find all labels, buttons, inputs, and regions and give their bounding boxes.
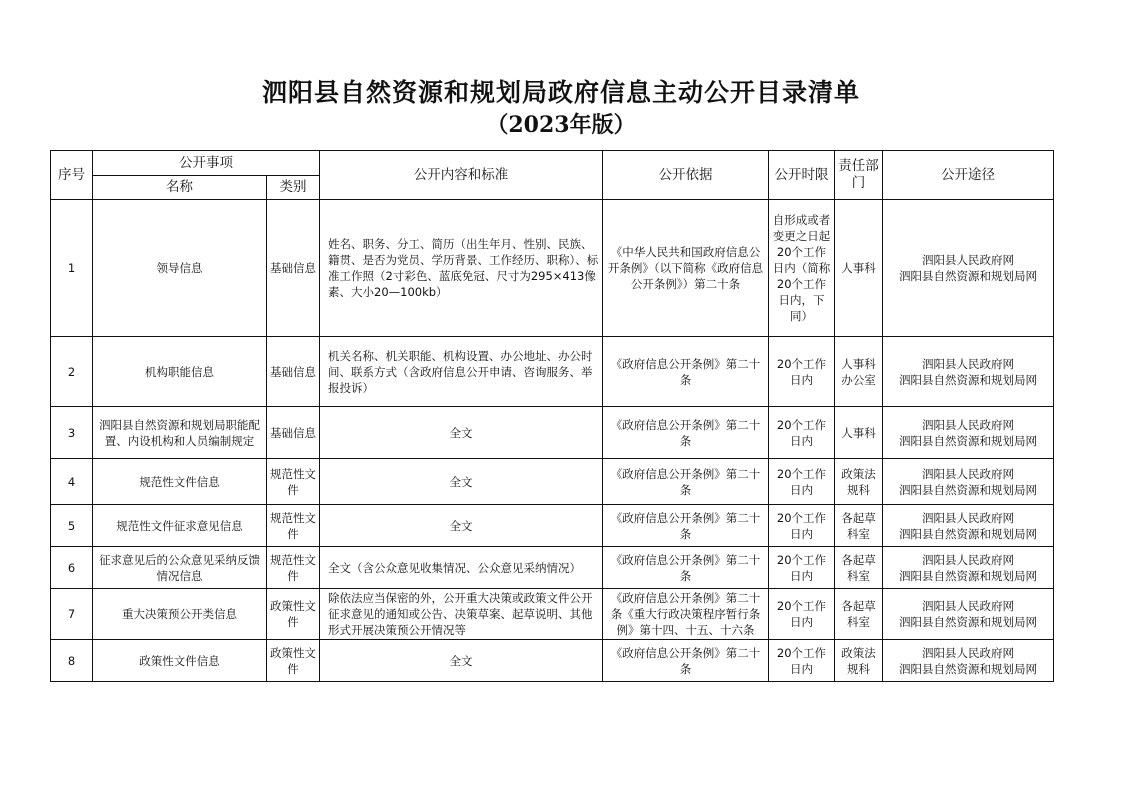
channel-line: 泗阳县自然资源和规划局网 (899, 568, 1037, 583)
cell-time-limit: 20个工作日内 (769, 547, 835, 589)
cell-channel (883, 589, 1054, 640)
cell-dept: 政策法规科 (835, 459, 883, 505)
table-body (51, 200, 1054, 682)
cell-time-limit: 20个工作日内 (769, 407, 835, 459)
cell-basis: 《政府信息公开条例》第二十条 (603, 640, 769, 682)
cell-name: 重大决策预公开类信息 (93, 589, 267, 640)
cell-content: 全文（含公众意见收集情况、公众意见采纳情况） (320, 547, 603, 589)
cell-time-limit: 自形成或者变更之日起20个工作日内（简称20个工作日内，下同） (769, 200, 835, 337)
channel-line: 泗阳县人民政府网 (922, 510, 1014, 525)
header-category: 类别 (267, 176, 320, 200)
cell-name: 领导信息 (93, 200, 267, 337)
table-row (51, 505, 1054, 547)
cell-content: 全文 (320, 459, 603, 505)
cell-seq: 8 (51, 640, 93, 682)
cell-seq: 2 (51, 337, 93, 407)
cell-channel (883, 547, 1054, 589)
channel-line: 泗阳县自然资源和规划局网 (899, 661, 1037, 676)
channel-line: 泗阳县自然资源和规划局网 (899, 269, 1037, 283)
cell-dept: 人事科 (835, 407, 883, 459)
cell-name: 规范性文件征求意见信息 (93, 505, 267, 547)
header-channel: 公开途径 (883, 151, 1054, 200)
header-content: 公开内容和标准 (320, 151, 603, 200)
cell-name: 机构职能信息 (93, 337, 267, 407)
cell-basis: 《政府信息公开条例》第二十条《重大行政决策程序暂行条例》第十四、十五、十六条 (603, 589, 769, 640)
channel-line: 泗阳县自然资源和规划局网 (899, 372, 1037, 387)
cell-channel (883, 640, 1054, 682)
table-row (51, 200, 1054, 337)
channel-line: 泗阳县自然资源和规划局网 (899, 433, 1037, 448)
table-row (51, 337, 1054, 407)
cell-basis: 《政府信息公开条例》第二十条 (603, 505, 769, 547)
cell-name: 泗阳县自然资源和规划局职能配置、内设机构和人员编制规定 (93, 407, 267, 459)
disclosure-table (50, 150, 1054, 682)
cell-basis: 《政府信息公开条例》第二十条 (603, 547, 769, 589)
cell-category: 基础信息 (267, 407, 320, 459)
cell-seq: 6 (51, 547, 93, 589)
header-dept: 责任部门 (835, 151, 883, 200)
cell-content: 除依法应当保密的外，公开重大决策或政策文件公开征求意见的通知或公告、决策草案、起草说明、其他形式开展决策预公开情况等 (320, 589, 603, 640)
cell-seq: 4 (51, 459, 93, 505)
cell-dept: 人事科 (835, 200, 883, 337)
cell-dept: 各起草科室 (835, 589, 883, 640)
header-time-limit: 公开时限 (769, 151, 835, 200)
cell-content: 机关名称、机关职能、机构设置、办公地址、办公时间、联系方式（含政府信息公开申请、咨询服务、举报投诉） (320, 337, 603, 407)
channel-line: 泗阳县人民政府网 (922, 356, 1014, 371)
channel-line: 泗阳县人民政府网 (922, 645, 1014, 660)
cell-channel (883, 459, 1054, 505)
header-basis: 公开依据 (603, 151, 769, 200)
cell-category: 政策性文件 (267, 589, 320, 640)
channel-line: 泗阳县人民政府网 (922, 552, 1014, 567)
cell-time-limit: 20个工作日内 (769, 459, 835, 505)
channel-line: 泗阳县人民政府网 (922, 599, 1014, 613)
cell-basis: 《政府信息公开条例》第二十条 (603, 459, 769, 505)
cell-time-limit: 20个工作日内 (769, 640, 835, 682)
cell-basis: 《中华人民共和国政府信息公开条例》（以下简称《政府信息公开条例》）第二十条 (603, 200, 769, 337)
cell-dept: 各起草科室 (835, 505, 883, 547)
cell-basis: 《政府信息公开条例》第二十条 (603, 337, 769, 407)
cell-category: 规范性文件 (267, 459, 320, 505)
cell-channel (883, 505, 1054, 547)
table-row (51, 407, 1054, 459)
cell-name: 政策性文件信息 (93, 640, 267, 682)
header-item-group: 公开事项 (93, 151, 320, 176)
channel-line: 泗阳县自然资源和规划局网 (899, 526, 1037, 541)
cell-content: 全文 (320, 505, 603, 547)
channel-line: 泗阳县人民政府网 (922, 417, 1014, 432)
channel-line: 泗阳县人民政府网 (922, 466, 1014, 481)
table-row (51, 459, 1054, 505)
cell-content: 姓名、职务、分工、简历（出生年月、性别、民族、籍贯、是否为党员、学历背景、工作经历、职称）、标准工作照（2寸彩色、蓝底免冠、尺寸为295×413像素、大小20—100kb） (320, 200, 603, 337)
cell-dept: 政策法规科 (835, 640, 883, 682)
cell-seq: 7 (51, 589, 93, 640)
table-row (51, 640, 1054, 682)
cell-category: 基础信息 (267, 200, 320, 337)
table-row (51, 589, 1054, 640)
cell-category: 政策性文件 (267, 640, 320, 682)
cell-time-limit: 20个工作日内 (769, 589, 835, 640)
cell-content: 全文 (320, 407, 603, 459)
document-title: 泗阳县自然资源和规划局政府信息主动公开目录清单 (261, 78, 860, 107)
cell-name: 征求意见后的公众意见采纳反馈情况信息 (93, 547, 267, 589)
cell-content: 全文 (320, 640, 603, 682)
cell-dept: 各起草科室 (835, 547, 883, 589)
cell-time-limit: 20个工作日内 (769, 337, 835, 407)
cell-channel (883, 200, 1054, 337)
cell-seq: 3 (51, 407, 93, 459)
cell-category: 规范性文件 (267, 505, 320, 547)
cell-name: 规范性文件信息 (93, 459, 267, 505)
cell-channel (883, 337, 1054, 407)
channel-line: 泗阳县自然资源和规划局网 (899, 482, 1037, 497)
cell-dept: 人事科办公室 (835, 337, 883, 407)
cell-basis: 《政府信息公开条例》第二十条 (603, 407, 769, 459)
cell-channel (883, 407, 1054, 459)
channel-line: 泗阳县人民政府网 (922, 253, 1014, 267)
cell-time-limit: 20个工作日内 (769, 505, 835, 547)
cell-seq: 5 (51, 505, 93, 547)
cell-category: 规范性文件 (267, 547, 320, 589)
table-row (51, 547, 1054, 589)
header-seq: 序号 (51, 151, 93, 200)
header-name: 名称 (93, 176, 267, 200)
channel-line: 泗阳县自然资源和规划局网 (899, 615, 1037, 629)
cell-category: 基础信息 (267, 337, 320, 407)
document-subtitle: （2023年版） (486, 112, 636, 138)
cell-seq: 1 (51, 200, 93, 337)
